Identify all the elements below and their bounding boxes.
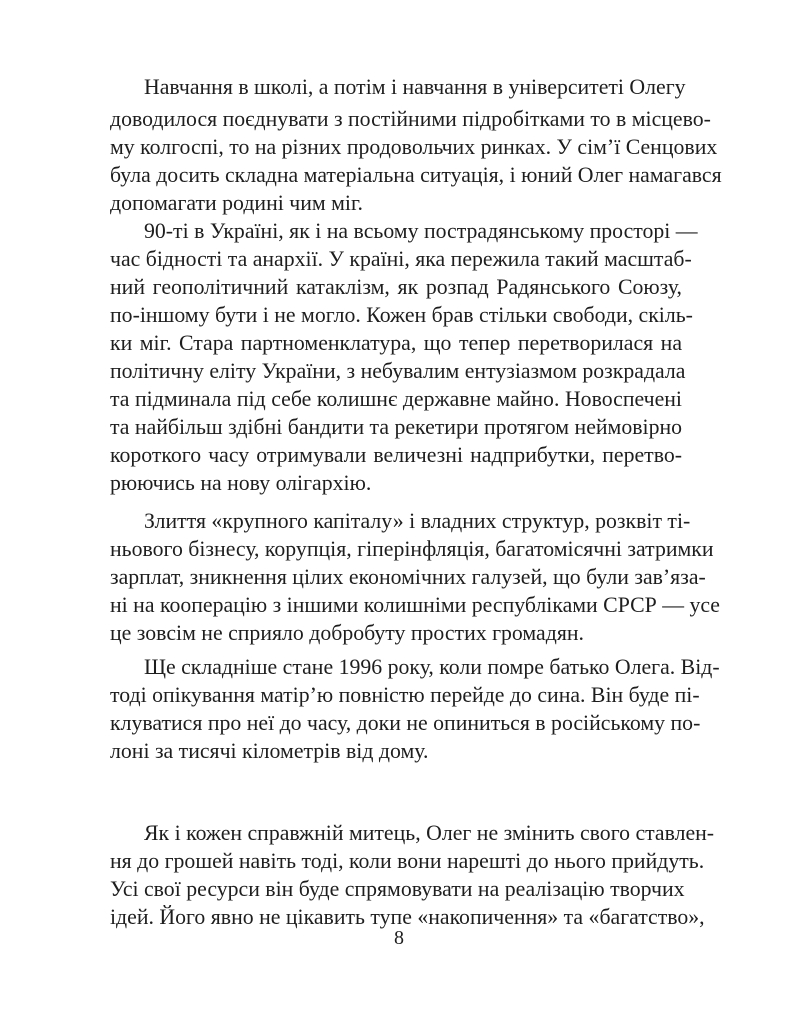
text-line: час бідності та анархії. У країні, яка пережила такий масштаб- — [110, 247, 692, 271]
text-line: та підминала під себе колишнє державне майно. Новоспечені — [110, 387, 682, 411]
text-line: була досить складна матеріальна ситуація, і юний Олег намагався — [110, 163, 722, 187]
text-line: рюючись на нову олігархію. — [110, 471, 372, 495]
text-line: ньового бізнесу, корупція, гіперінфляція, багатомісячні затримки — [110, 537, 714, 561]
text-line: по-іншому бути і не могло. Кожен брав стільки свободи, скіль- — [110, 303, 693, 327]
text-line: допомагати родині чим міг. — [110, 191, 363, 215]
text-line: Як і кожен справжній митець, Олег не змінить свого ставлен- — [144, 821, 715, 845]
text-line: Ще складніше стане 1996 року, коли помре батько Олега. Від- — [144, 655, 720, 679]
text-line: му колгоспі, то на різних продовольчих ринках. У сім’ї Сенцових — [110, 135, 718, 159]
page-number: 8 — [394, 927, 404, 949]
text-line: клуватися про неї до часу, доки не опиниться в російському по- — [110, 711, 701, 735]
text-line: доводилося поєднувати з постійними підробітками то в місцево- — [110, 107, 711, 131]
text-line: зарплат, зникнення цілих економічних галузей, що були зав’яза- — [110, 565, 706, 589]
text-line: Усі свої ресурси він буде спрямовувати на реалізацію творчих — [110, 877, 685, 901]
text-line: ки міг. Стара партноменклатура, що тепер перетворилася на — [110, 331, 682, 355]
text-line: лоні за тисячі кілометрів від дому. — [110, 739, 429, 763]
text-line: ня до грошей навіть тоді, коли вони нарешті до нього прийдуть. — [110, 849, 705, 873]
text-line: політичну еліту України, з небувалим ентузіазмом розкрадала — [110, 359, 686, 383]
text-line: Злиття «крупного капіталу» і владних структур, розквіт ті- — [144, 509, 691, 533]
text-line: це зовсім не сприяло добробуту простих громадян. — [110, 621, 584, 645]
text-line: 90-ті в Україні, як і на всьому пострадянському просторі — — [144, 219, 698, 243]
text-line: Навчання в школі, а потім і навчання в університеті Олегу — [144, 75, 686, 99]
text-line: ні на кооперацію з іншими колишніми республіками СРСР — усе — [110, 593, 720, 617]
text-line: ідей. Його явно не цікавить тупе «накопичення» та «багатство», — [110, 905, 705, 929]
text-line: ний геополітичний катаклізм, як розпад Радянського Союзу, — [110, 275, 682, 299]
text-line: та найбільш здібні бандити та рекетири протягом неймовірно — [110, 415, 683, 439]
text-line: короткого часу отримували величезні надприбутки, перетво- — [110, 443, 682, 467]
text-line: тоді опікування матір’ю повністю перейде до сина. Він буде пі- — [110, 683, 700, 707]
